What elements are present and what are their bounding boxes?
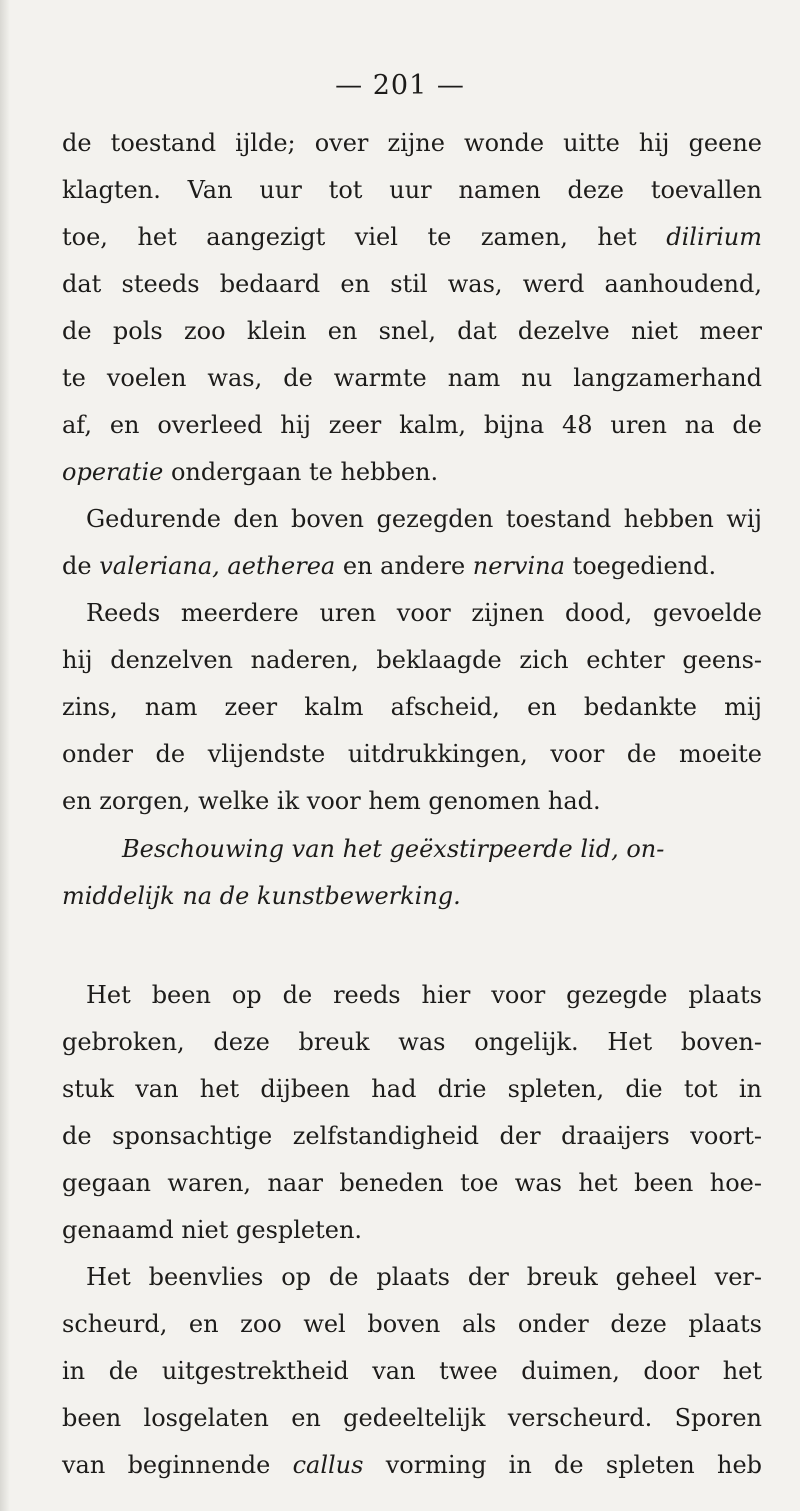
text-line	[62, 1160, 762, 1207]
text-line	[62, 637, 762, 684]
section-heading	[62, 826, 762, 920]
text-line	[62, 261, 762, 308]
text-run: genaamd niet gespleten.	[62, 1216, 363, 1244]
text-run: en zorgen, welke ik voor hem genomen had.	[62, 787, 601, 815]
text-run: gegaan waren, naar beneden toe was het been hoe-	[62, 1169, 762, 1197]
paragraph-4	[62, 972, 762, 1254]
text-line	[62, 731, 762, 778]
paragraph-2	[62, 496, 762, 590]
text-run: Reeds meerdere uren voor zijnen dood, gevoelde	[86, 599, 762, 627]
text-run: in de uitgestrektheid van twee duimen, door het	[62, 1357, 762, 1385]
text-run: stuk van het dijbeen had drie spleten, die tot in	[62, 1075, 762, 1103]
text-run: zins, nam zeer kalm afscheid, en bedankte mij	[62, 693, 762, 721]
text-line	[62, 449, 762, 496]
page-edge-shadow	[0, 0, 10, 1511]
text-run: de pols zoo klein en snel, dat dezelve niet meer	[62, 317, 762, 345]
text-run: de toestand ijlde; over zijne wonde uitte hij geene	[62, 129, 762, 157]
text-run: middelijk na de kunstbewerking.	[62, 882, 461, 910]
text-run: de sponsachtige zelfstandigheid der draaijers voort-	[62, 1122, 762, 1150]
text-line	[62, 167, 762, 214]
text-line	[62, 308, 762, 355]
text-run: Het been op de reeds hier voor gezegde plaats	[86, 981, 762, 1009]
paragraph-3	[62, 590, 762, 825]
text-line	[62, 590, 762, 637]
text-line	[62, 778, 762, 825]
text-run: scheurd, en zoo wel boven als onder deze plaats	[62, 1310, 762, 1338]
italic-term: valeriana, aetherea	[99, 552, 336, 580]
text-run: van beginnende	[62, 1451, 293, 1479]
text-line	[62, 972, 762, 1019]
text-line	[62, 826, 762, 873]
text-line	[62, 543, 762, 590]
text-run: en andere	[335, 552, 473, 580]
text-line	[62, 684, 762, 731]
paragraph-5	[62, 1254, 762, 1489]
text-line	[62, 1395, 762, 1442]
text-run: onder de vlijendste uitdrukkingen, voor de moeite	[62, 740, 762, 768]
text-run: toe, het aangezigt viel te zamen, het	[62, 223, 667, 251]
text-run: toegediend.	[564, 552, 717, 580]
text-line	[62, 1442, 762, 1489]
text-run: Beschouwing van het geëxstirpeerde lid, on-	[122, 835, 665, 863]
text-line	[62, 496, 762, 543]
text-run: klagten. Van uur tot uur namen deze toevallen	[62, 176, 762, 204]
text-line	[62, 1066, 762, 1113]
text-line	[62, 1019, 762, 1066]
page-number: — 201 —	[335, 70, 465, 101]
text-run: gebroken, deze breuk was ongelijk. Het boven-	[62, 1028, 762, 1056]
text-line	[62, 214, 762, 261]
italic-term: dilirium	[666, 223, 762, 251]
text-run: Het beenvlies op de plaats der breuk geheel ver-	[86, 1263, 762, 1291]
text-run: te voelen was, de warmte nam nu langzamerhand	[62, 364, 762, 392]
italic-term: callus	[292, 1451, 364, 1479]
text-line	[62, 1348, 762, 1395]
text-run: dat steeds bedaard en stil was, werd aanhoudend,	[62, 270, 762, 298]
text-run: vorming in de spleten heb	[363, 1451, 763, 1479]
text-run: hij denzelven naderen, beklaagde zich echter geens-	[62, 646, 762, 674]
text-line	[62, 120, 762, 167]
paragraph-1	[62, 120, 762, 496]
text-run: de	[62, 552, 100, 580]
text-line	[62, 1207, 762, 1254]
text-run: Gedurende den boven gezegden toestand hebben wij	[86, 505, 762, 533]
text-run: been losgelaten en gedeeltelijk verscheurd. Sporen	[62, 1404, 762, 1432]
text-line	[62, 402, 762, 449]
text-line	[62, 1113, 762, 1160]
text-run: af, en overleed hij zeer kalm, bijna 48 uren na de	[62, 411, 762, 439]
italic-term: nervina	[472, 552, 565, 580]
text-line	[62, 355, 762, 402]
text-line	[62, 873, 762, 920]
text-line	[62, 1254, 762, 1301]
italic-term: operatie	[62, 458, 164, 486]
text-run: ondergaan te hebben.	[163, 458, 439, 486]
text-line	[62, 1301, 762, 1348]
